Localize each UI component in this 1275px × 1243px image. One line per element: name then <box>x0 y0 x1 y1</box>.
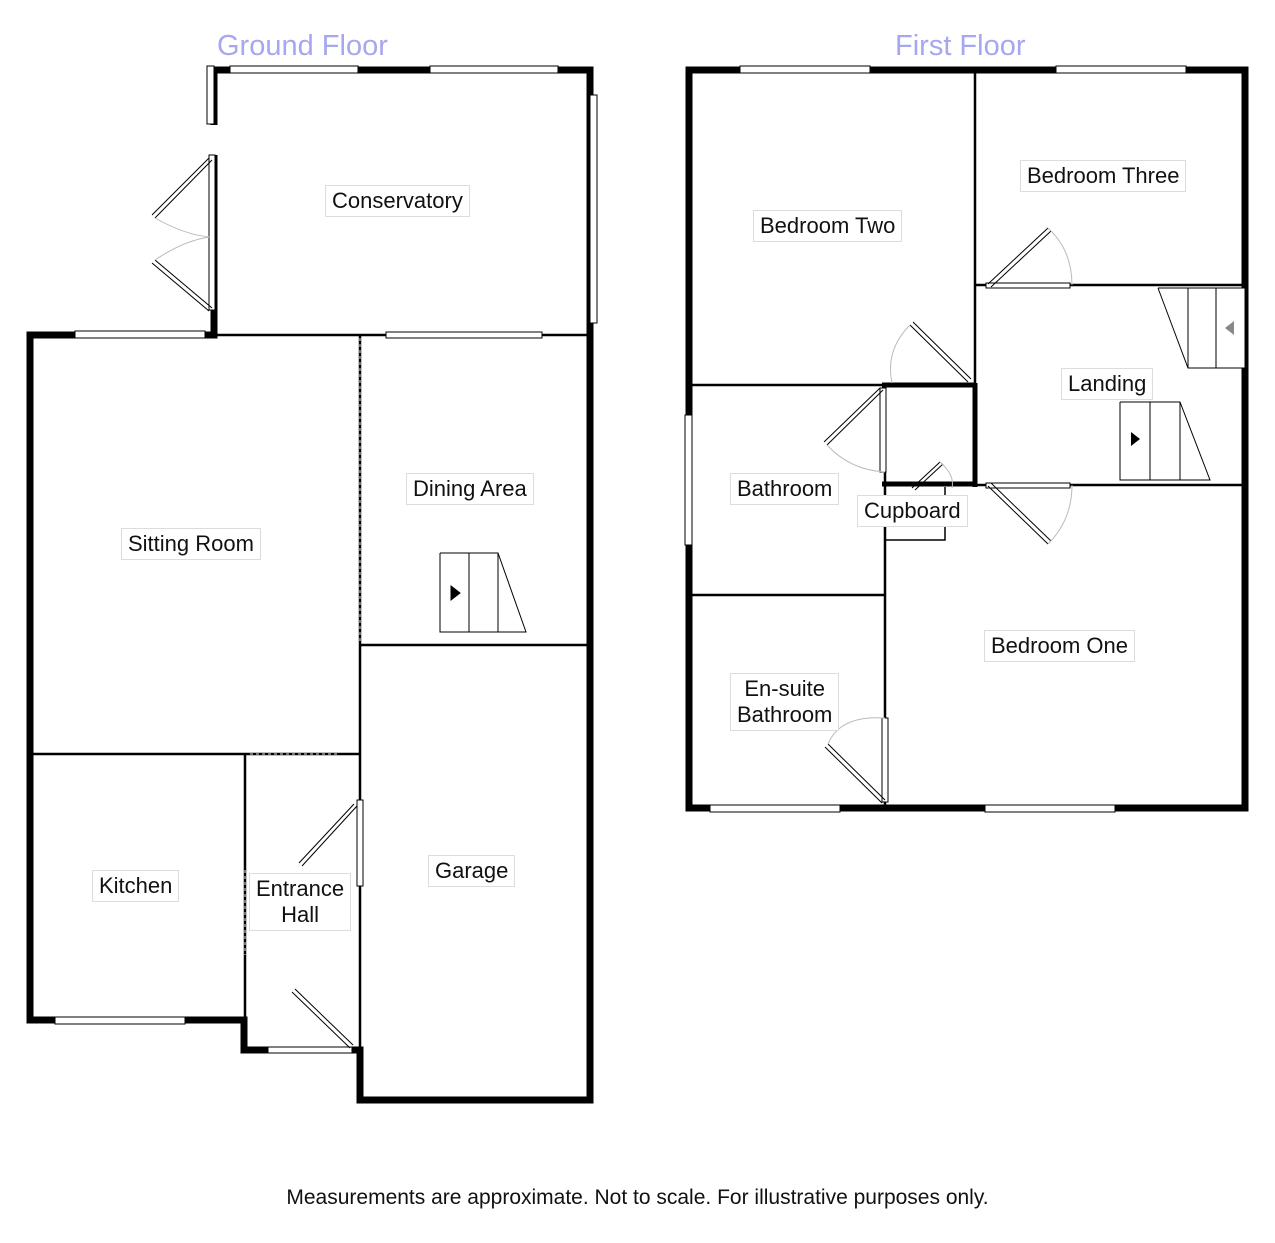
ground-internal-walls <box>30 335 590 1100</box>
room-label-cupboard: Cupboard <box>857 495 968 527</box>
cupboard-walls <box>882 383 975 487</box>
ensuite-line-1: En-suite <box>744 676 826 701</box>
entrance-hall-line-2: Hall <box>281 902 319 927</box>
room-label-sitting-room: Sitting Room <box>121 528 261 560</box>
room-label-dining-area: Dining Area <box>406 473 534 505</box>
ground-stairs <box>440 553 526 632</box>
room-label-bedroom-one: Bedroom One <box>984 630 1135 662</box>
ground-floor-plan <box>30 66 597 1100</box>
ensuite-line-2: Bathroom <box>737 702 833 727</box>
ground-floor-title: Ground Floor <box>217 30 388 62</box>
room-label-entrance-hall <box>249 873 351 931</box>
room-label-landing: Landing <box>1061 368 1153 400</box>
room-label-garage: Garage <box>428 855 515 887</box>
room-label-bedroom-two: Bedroom Two <box>753 210 902 242</box>
room-label-bedroom-three: Bedroom Three <box>1020 160 1186 192</box>
entrance-hall-line-1: Entrance <box>256 876 345 901</box>
first-floor-title: First Floor <box>895 30 1026 62</box>
room-label-kitchen: Kitchen <box>92 870 179 902</box>
room-label-bathroom: Bathroom <box>730 473 839 505</box>
room-label-ensuite-bathroom <box>730 673 839 731</box>
disclaimer-text: Measurements are approximate. Not to scale. For illustrative purposes only. <box>286 1186 989 1209</box>
room-label-conservatory: Conservatory <box>325 185 470 217</box>
ground-open-boundaries <box>245 338 360 955</box>
